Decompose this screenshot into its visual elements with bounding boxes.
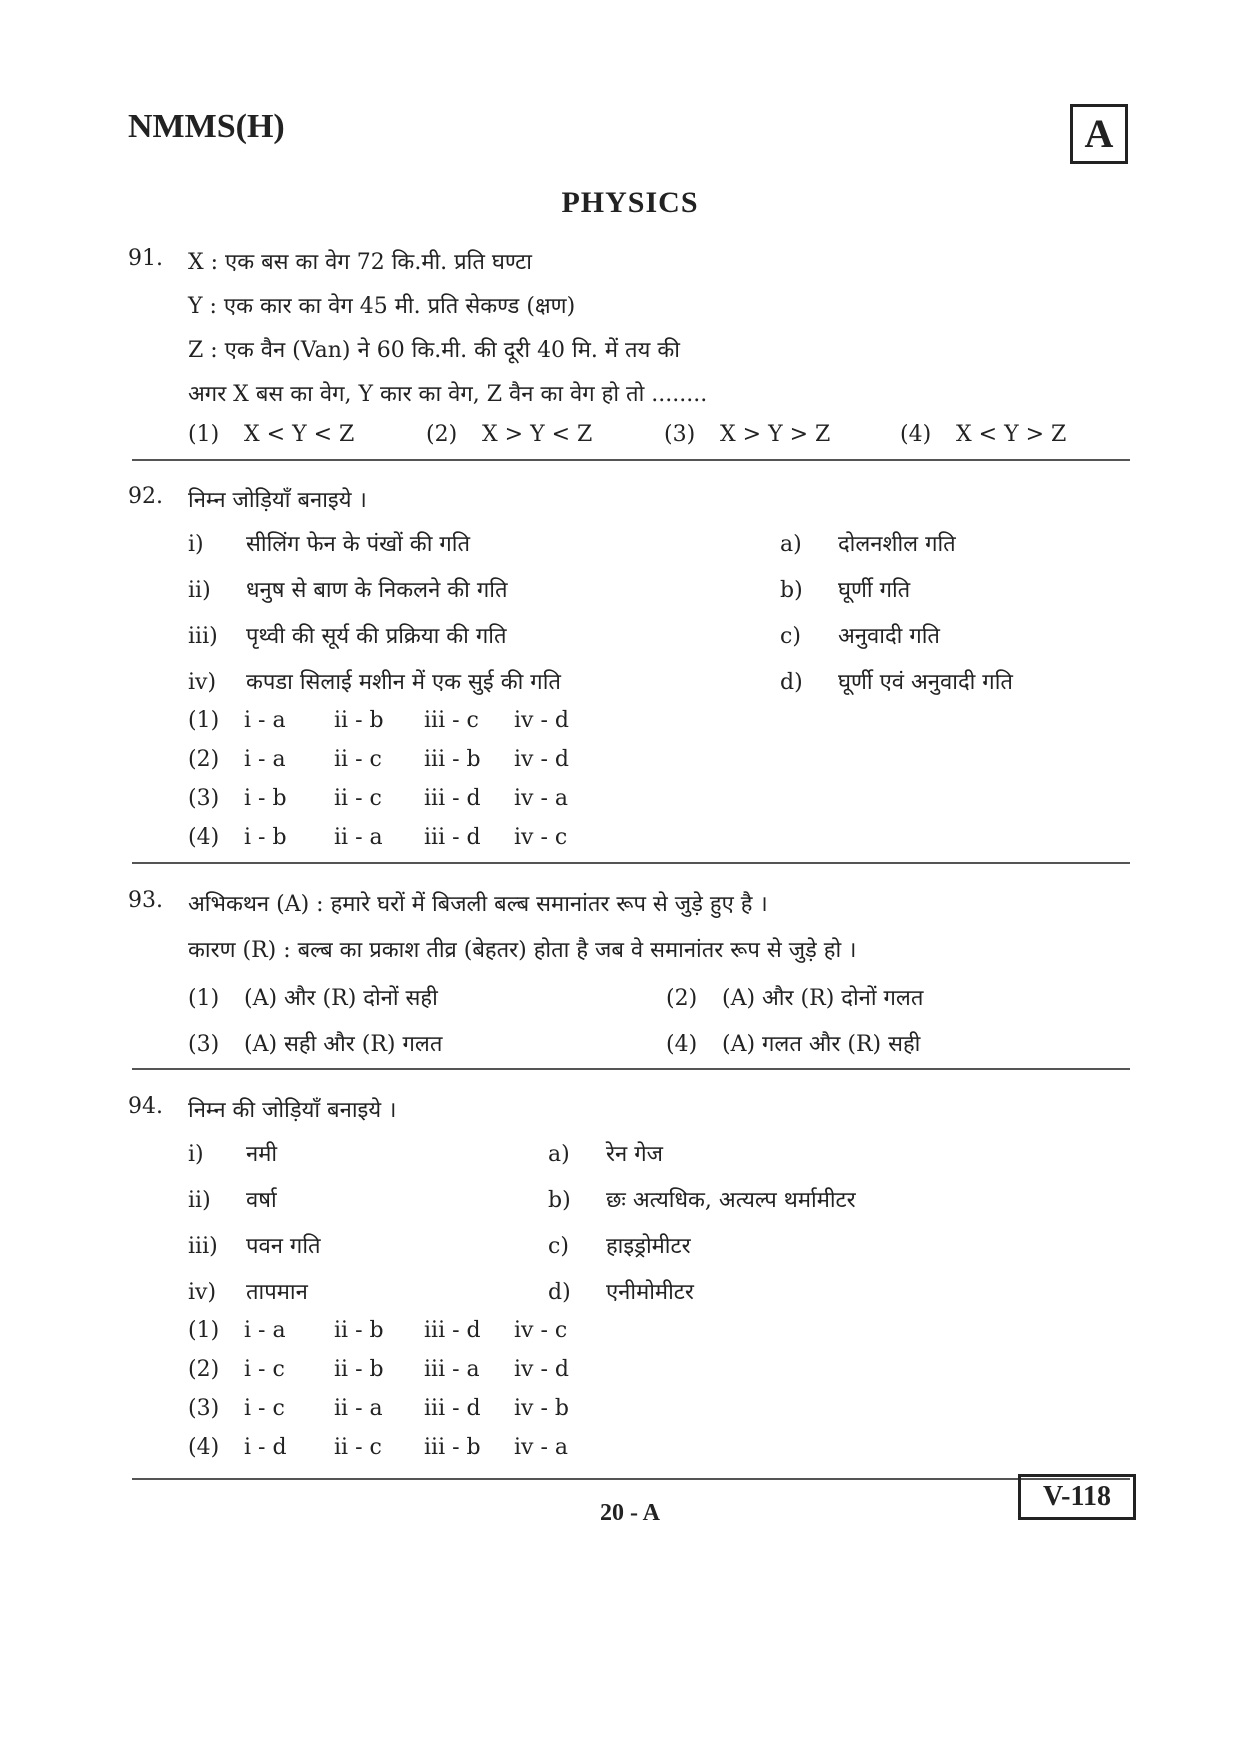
match-left-item: iv) तापमान (188, 1280, 308, 1305)
answer-option-4[interactable]: (4) i - b ii - a iii - d iv - c (188, 825, 568, 850)
option-number: (1) (188, 422, 220, 447)
option-text: X > Y > Z (720, 422, 831, 447)
answer-option-2[interactable]: (2) i - c ii - b iii - a iv - d (188, 1357, 569, 1382)
question-divider (132, 862, 1130, 864)
question-line: Z : एक वैन (Van) ने 60 कि.मी. की दूरी 40 मि. में तय की (188, 338, 680, 363)
match-left-item: ii) धनुष से बाण के निकलने की गति (188, 578, 508, 603)
question-stem: निम्न जोड़ियाँ बनाइये । (188, 488, 367, 513)
match-left-item: i) नमी (188, 1142, 278, 1167)
match-right-item: b) घूर्णी गति (780, 578, 911, 603)
assertion-text: अभिकथन (A) : हमारे घरों में बिजली बल्ब समानांतर रूप से जुड़े हुए है । (188, 892, 768, 917)
question-divider (132, 1068, 1130, 1070)
answer-option-3[interactable] (664, 422, 830, 447)
question-divider (132, 459, 1130, 461)
footer-divider (132, 1478, 1130, 1480)
question-number: 94. (128, 1094, 163, 1119)
question-line: X : एक बस का वेग 72 कि.मी. प्रति घण्टा (188, 250, 532, 275)
subject-title: PHYSICS (561, 186, 699, 219)
option-text: X > Y < Z (482, 422, 593, 447)
answer-option-2[interactable]: (2) (A) और (R) दोनों गलत (666, 986, 924, 1011)
answer-option-1[interactable] (188, 422, 354, 447)
match-right-item: c) हाइड्रोमीटर (548, 1234, 691, 1259)
question-number: 93. (128, 888, 163, 913)
option-text: X < Y < Z (244, 422, 355, 447)
question-number: 92. (128, 484, 163, 509)
match-right-item: b) छः अत्यधिक, अत्यल्प थर्मामीटर (548, 1188, 856, 1213)
match-left-item: iv) कपडा सिलाई मशीन में एक सुई की गति (188, 670, 561, 695)
answer-option-2[interactable]: (2) i - a ii - c iii - b iv - d (188, 747, 569, 772)
exam-code: NMMS(H) (128, 108, 285, 145)
match-left-item: iii) पृथ्वी की सूर्य की प्रक्रिया की गति (188, 624, 507, 649)
answer-option-3[interactable]: (3) i - b ii - c iii - d iv - a (188, 786, 569, 811)
reason-text: कारण (R) : बल्ब का प्रकाश तीव्र (बेहतर) होता है जब वे समानांतर रूप से जुड़े हो । (188, 938, 857, 963)
match-right-item: d) एनीमोमीटर (548, 1280, 694, 1305)
answer-option-1[interactable]: (1) i - a ii - b iii - d iv - c (188, 1318, 568, 1343)
match-right-item: a) रेन गेज (548, 1142, 663, 1167)
answer-option-4[interactable]: (4) (A) गलत और (R) सही (666, 1032, 921, 1057)
answer-option-4[interactable] (900, 422, 1066, 447)
match-left-item: iii) पवन गति (188, 1234, 321, 1259)
option-number: (3) (664, 422, 696, 447)
answer-option-1[interactable]: (1) (A) और (R) दोनों सही (188, 986, 438, 1011)
match-right-item: a) दोलनशील गति (780, 532, 956, 557)
page-number: 20 - A (600, 1500, 660, 1526)
answer-option-3[interactable]: (3) (A) सही और (R) गलत (188, 1032, 443, 1057)
match-right-item: c) अनुवादी गति (780, 624, 940, 649)
answer-option-2[interactable] (426, 422, 592, 447)
match-right-item: d) घूर्णी एवं अनुवादी गति (780, 670, 1013, 695)
question-line: Y : एक कार का वेग 45 मी. प्रति सेकण्ड (क्षण) (188, 294, 576, 319)
booklet-code-box: V-118 (1018, 1474, 1136, 1520)
match-left-item: i) सीलिंग फेन के पंखों की गति (188, 532, 471, 557)
answer-option-1[interactable]: (1) i - a ii - b iii - c iv - d (188, 708, 569, 733)
match-left-item: ii) वर्षा (188, 1188, 277, 1213)
answer-option-4[interactable]: (4) i - d ii - c iii - b iv - a (188, 1435, 569, 1460)
option-text: X < Y > Z (956, 422, 1067, 447)
question-line: अगर X बस का वेग, Y कार का वेग, Z वैन का वेग हो तो ........ (188, 382, 708, 407)
option-number: (2) (426, 422, 458, 447)
question-number: 91. (128, 246, 163, 271)
option-number: (4) (900, 422, 932, 447)
answer-option-3[interactable]: (3) i - c ii - a iii - d iv - b (188, 1396, 569, 1421)
set-label-box: A (1070, 104, 1128, 164)
question-stem: निम्न की जोड़ियाँ बनाइये । (188, 1098, 397, 1123)
